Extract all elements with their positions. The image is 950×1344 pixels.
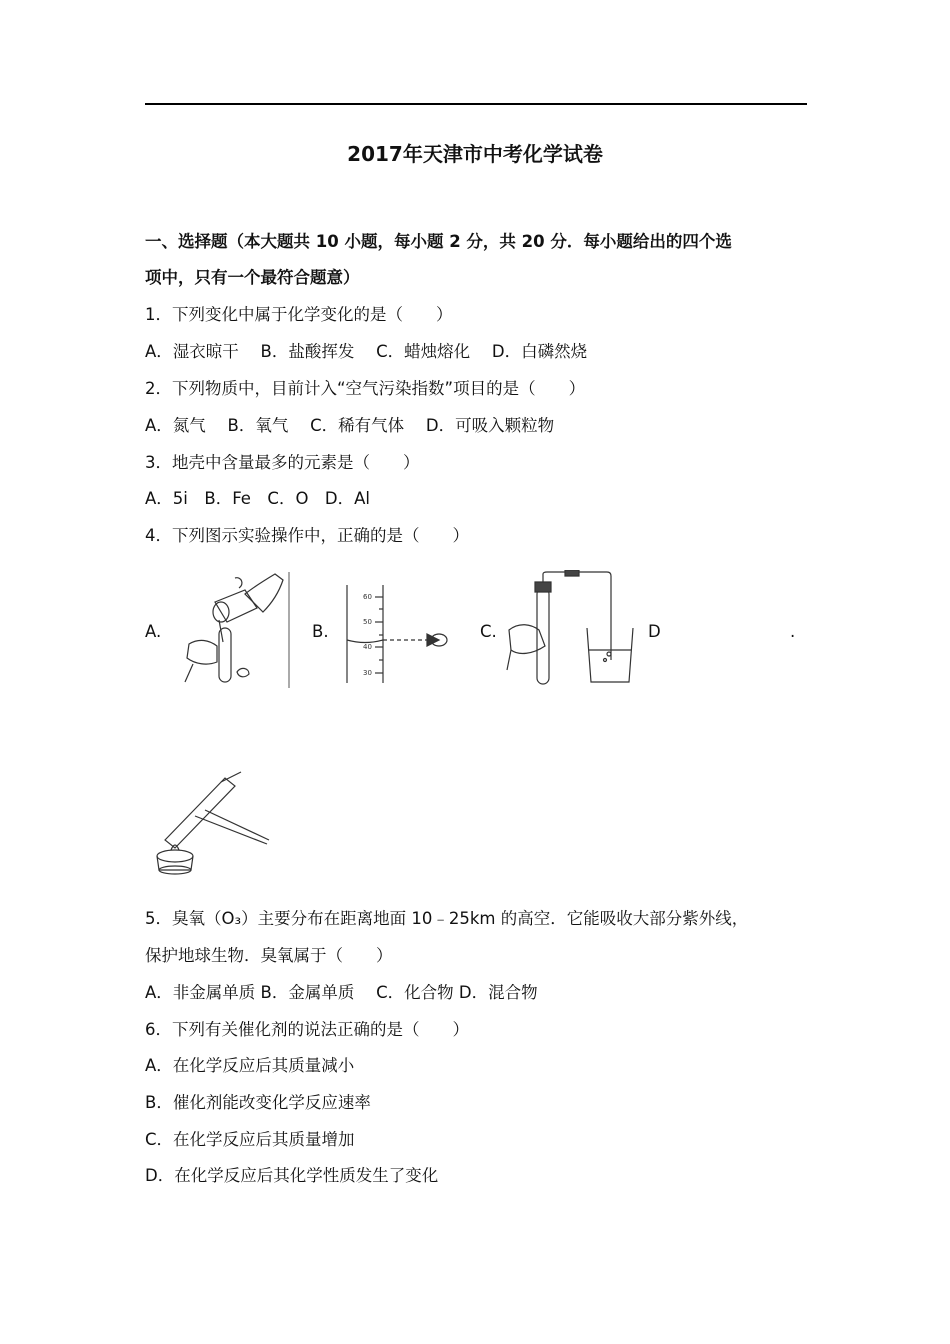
tick-30: 30 — [363, 669, 372, 677]
section-heading-cont: 项中，只有一个最符合题意） — [145, 268, 360, 287]
q3-stem: 3．地壳中含量最多的元素是（ ） — [145, 453, 420, 472]
tick-60: 60 — [363, 593, 372, 601]
q3-options: A．5i B．Fe C．O D．Al — [145, 489, 371, 508]
q6-option-b: B．催化剂能改变化学反应速率 — [145, 1093, 371, 1112]
tick-40: 40 — [363, 643, 372, 651]
q6-option-c: C．在化学反应后其质量增加 — [145, 1130, 355, 1149]
figure-c-airtightness-check — [505, 570, 635, 688]
q1-options: A．湿衣晾干 B．盐酸挥发 C．蜡烛熔化 D．白磷然烧 — [145, 342, 588, 361]
q4-stem: 4．下列图示实验操作中，正确的是（ ） — [145, 526, 469, 545]
page-title: 2017年天津市中考化学试卷 — [347, 142, 603, 166]
tick-50: 50 — [363, 618, 372, 626]
q4-label-dot: . — [790, 622, 796, 641]
q5-stem: 5．臭氧（O₃）主要分布在距离地面 10﹣25km 的高空．它能吸收大部分紫外线， — [145, 909, 749, 928]
q5-stem-cont: 保护地球生物．臭氧属于（ ） — [145, 946, 393, 965]
section-heading: 一、选择题（本大题共 10 小题，每小题 2 分，共 20 分．每小题给出的四个选 — [145, 232, 732, 251]
figure-d-heating-tube — [145, 770, 275, 880]
q6-option-a: A．在化学反应后其质量减小 — [145, 1056, 355, 1075]
q2-options: A．氮气 B．氧气 C．稀有气体 D．可吸入颗粒物 — [145, 416, 555, 435]
q6-stem: 6．下列有关催化剂的说法正确的是（ ） — [145, 1020, 469, 1039]
figure-b-reading-cylinder — [335, 585, 475, 685]
q1-stem: 1．下列变化中属于化学变化的是（ ） — [145, 305, 453, 324]
top-rule — [145, 103, 807, 105]
q6-option-d: D．在化学反应后其化学性质发生了变化 — [145, 1166, 439, 1185]
q5-options: A．非金属单质 B．金属单质 C．化合物 D．混合物 — [145, 983, 538, 1002]
q4-label-a: A. — [145, 622, 162, 641]
q2-stem: 2．下列物质中，目前计入“空气污染指数”项目的是（ ） — [145, 379, 586, 398]
figure-a-pouring-liquid — [175, 572, 295, 690]
q4-label-d: D — [648, 622, 661, 641]
q4-label-b: B. — [312, 622, 329, 641]
q4-label-c: C. — [480, 622, 497, 641]
